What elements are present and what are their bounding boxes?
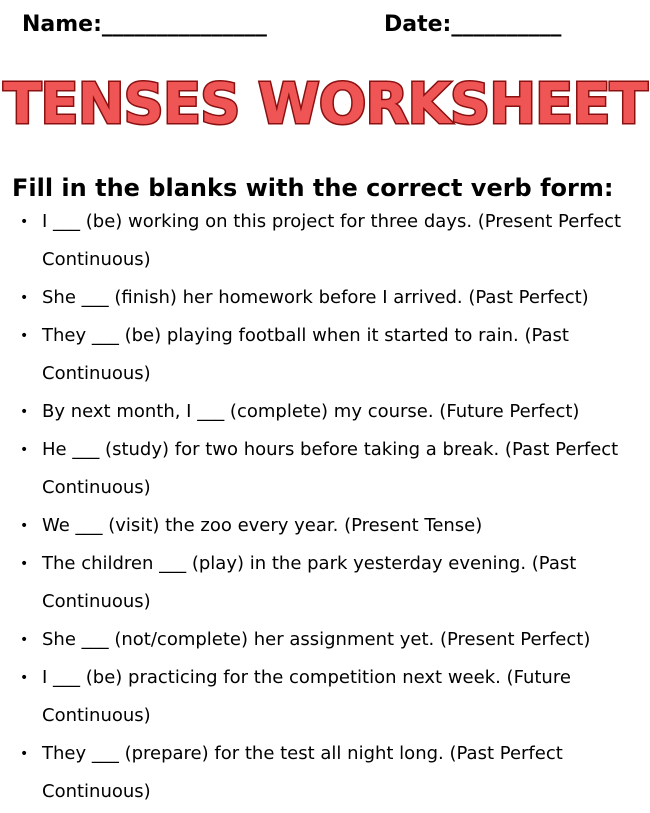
bullet-icon: • bbox=[20, 328, 29, 344]
exercise-item bbox=[18, 393, 644, 431]
worksheet-title: TENSES WORKSHEET bbox=[3, 72, 647, 137]
exercise-item bbox=[18, 203, 644, 279]
exercise-text: They ___ (prepare) for the test all night long. (Past Perfect Continuous) bbox=[42, 743, 563, 802]
exercise-item bbox=[18, 507, 644, 545]
bullet-icon: • bbox=[20, 442, 29, 458]
bullet-icon: • bbox=[20, 670, 29, 686]
exercise-item bbox=[18, 279, 644, 317]
exercise-text: He ___ (study) for two hours before taking a break. (Past Perfect Continuous) bbox=[42, 439, 619, 498]
exercise-item bbox=[18, 735, 644, 811]
exercise-text: The children ___ (play) in the park yesterday evening. (Past Continuous) bbox=[42, 553, 577, 612]
header-row bbox=[22, 12, 640, 44]
exercise-item bbox=[18, 431, 644, 507]
exercise-text: I ___ (be) practicing for the competition next week. (Future Continuous) bbox=[42, 667, 571, 726]
exercise-text: They ___ (be) playing football when it started to rain. (Past Continuous) bbox=[42, 325, 569, 384]
bullet-icon: • bbox=[20, 518, 29, 534]
exercise-item bbox=[18, 621, 644, 659]
exercise-list bbox=[18, 203, 644, 811]
bullet-icon: • bbox=[20, 290, 29, 306]
exercise-text: She ___ (not/complete) her assignment yet. (Present Perfect) bbox=[42, 629, 591, 650]
bullet-icon: • bbox=[20, 404, 29, 420]
name-field: Name:_______________ bbox=[22, 12, 267, 37]
exercise-text: She ___ (finish) her homework before I arrived. (Past Perfect) bbox=[42, 287, 589, 308]
date-field: Date:__________ bbox=[384, 12, 562, 37]
exercise-item bbox=[18, 659, 644, 735]
bullet-icon: • bbox=[20, 556, 29, 572]
exercise-text: I ___ (be) working on this project for three days. (Present Perfect Continuous) bbox=[42, 211, 622, 270]
instruction-heading: Fill in the blanks with the correct verb form: bbox=[12, 174, 614, 202]
exercise-item bbox=[18, 545, 644, 621]
exercise-text: By next month, I ___ (complete) my course. (Future Perfect) bbox=[42, 401, 580, 422]
exercise-item bbox=[18, 317, 644, 393]
bullet-icon: • bbox=[20, 632, 29, 648]
bullet-icon: • bbox=[20, 746, 29, 762]
exercise-text: We ___ (visit) the zoo every year. (Present Tense) bbox=[42, 515, 483, 536]
bullet-icon: • bbox=[20, 214, 29, 230]
